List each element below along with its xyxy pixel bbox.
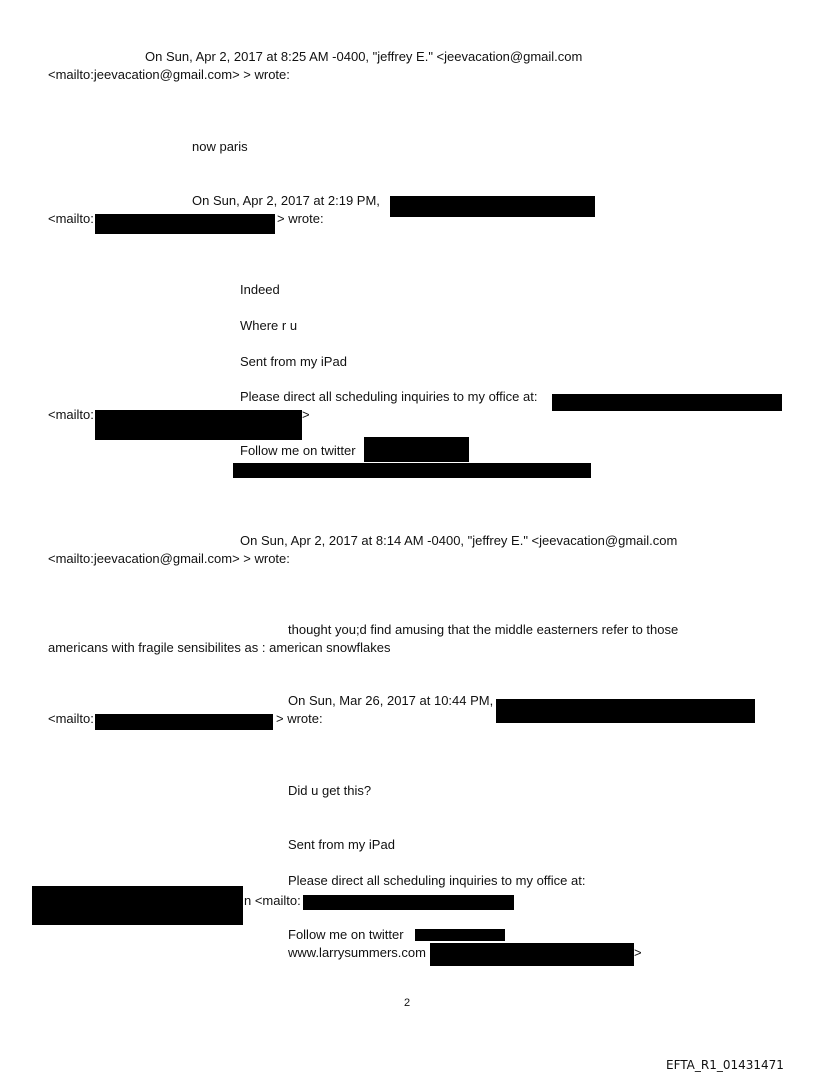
reply-indeed-line2: Where r u xyxy=(240,318,298,333)
redaction-box xyxy=(95,714,273,730)
page-number: 2 xyxy=(404,997,411,1009)
header-3-line2: <mailto:jeevacation@gmail.com> > wrote: xyxy=(48,551,290,566)
scheduling-line: Please direct all scheduling inquiries to my office at: xyxy=(240,389,538,404)
message-now-paris: now paris xyxy=(192,139,248,154)
document-id: EFTA_R1_01431471 xyxy=(666,1058,784,1072)
redaction-box xyxy=(430,943,634,966)
message-snowflakes-line1: thought you;d find amusing that the middle easterners refer to those xyxy=(288,622,679,637)
website-link: www.larrysummers.com xyxy=(288,945,426,960)
header-1-line2: <mailto:jeevacation@gmail.com> > wrote: xyxy=(48,67,290,82)
follow-twitter: Follow me on twitter xyxy=(240,443,356,458)
redaction-box xyxy=(415,929,505,941)
message-snowflakes-line2: americans with fragile sensibilites as : american snowflakes xyxy=(48,640,391,655)
scheduling-mailto-end: > xyxy=(302,407,310,422)
sent-from-ipad-2: Sent from my iPad xyxy=(288,837,395,852)
header-4-line1: On Sun, Mar 26, 2017 at 10:44 PM, xyxy=(288,693,494,708)
redaction-box xyxy=(496,699,755,723)
redaction-box xyxy=(303,895,514,910)
header-4-mailto: <mailto: xyxy=(48,711,94,726)
header-1-line1: On Sun, Apr 2, 2017 at 8:25 AM -0400, "jeffrey E." <jeevacation@gmail.com xyxy=(145,49,583,64)
scheduling-mailto-2: n <mailto: xyxy=(244,893,301,908)
redaction-box xyxy=(32,886,243,925)
redaction-box xyxy=(95,410,302,440)
header-2-wrote: > wrote: xyxy=(277,211,324,226)
scheduling-line-2: Please direct all scheduling inquiries to my office at: xyxy=(288,873,586,888)
header-2-line1: On Sun, Apr 2, 2017 at 2:19 PM, xyxy=(192,193,380,208)
redaction-box xyxy=(390,196,595,217)
header-3-line1: On Sun, Apr 2, 2017 at 8:14 AM -0400, "jeffrey E." <jeevacation@gmail.com xyxy=(240,533,678,548)
scheduling-mailto: <mailto: xyxy=(48,407,94,422)
reply-indeed-line1: Indeed xyxy=(240,282,280,297)
reply-did-u-line1: Did u get this? xyxy=(288,783,372,798)
follow-twitter-2: Follow me on twitter xyxy=(288,927,404,942)
header-4-wrote: > wrote: xyxy=(276,711,323,726)
redaction-box xyxy=(552,394,782,411)
header-2-mailto: <mailto: xyxy=(48,211,94,226)
redaction-box xyxy=(233,463,591,478)
redaction-box xyxy=(364,437,469,462)
website-link-end: > xyxy=(634,945,642,960)
redaction-box xyxy=(95,214,275,234)
sent-from-ipad: Sent from my iPad xyxy=(240,354,347,369)
